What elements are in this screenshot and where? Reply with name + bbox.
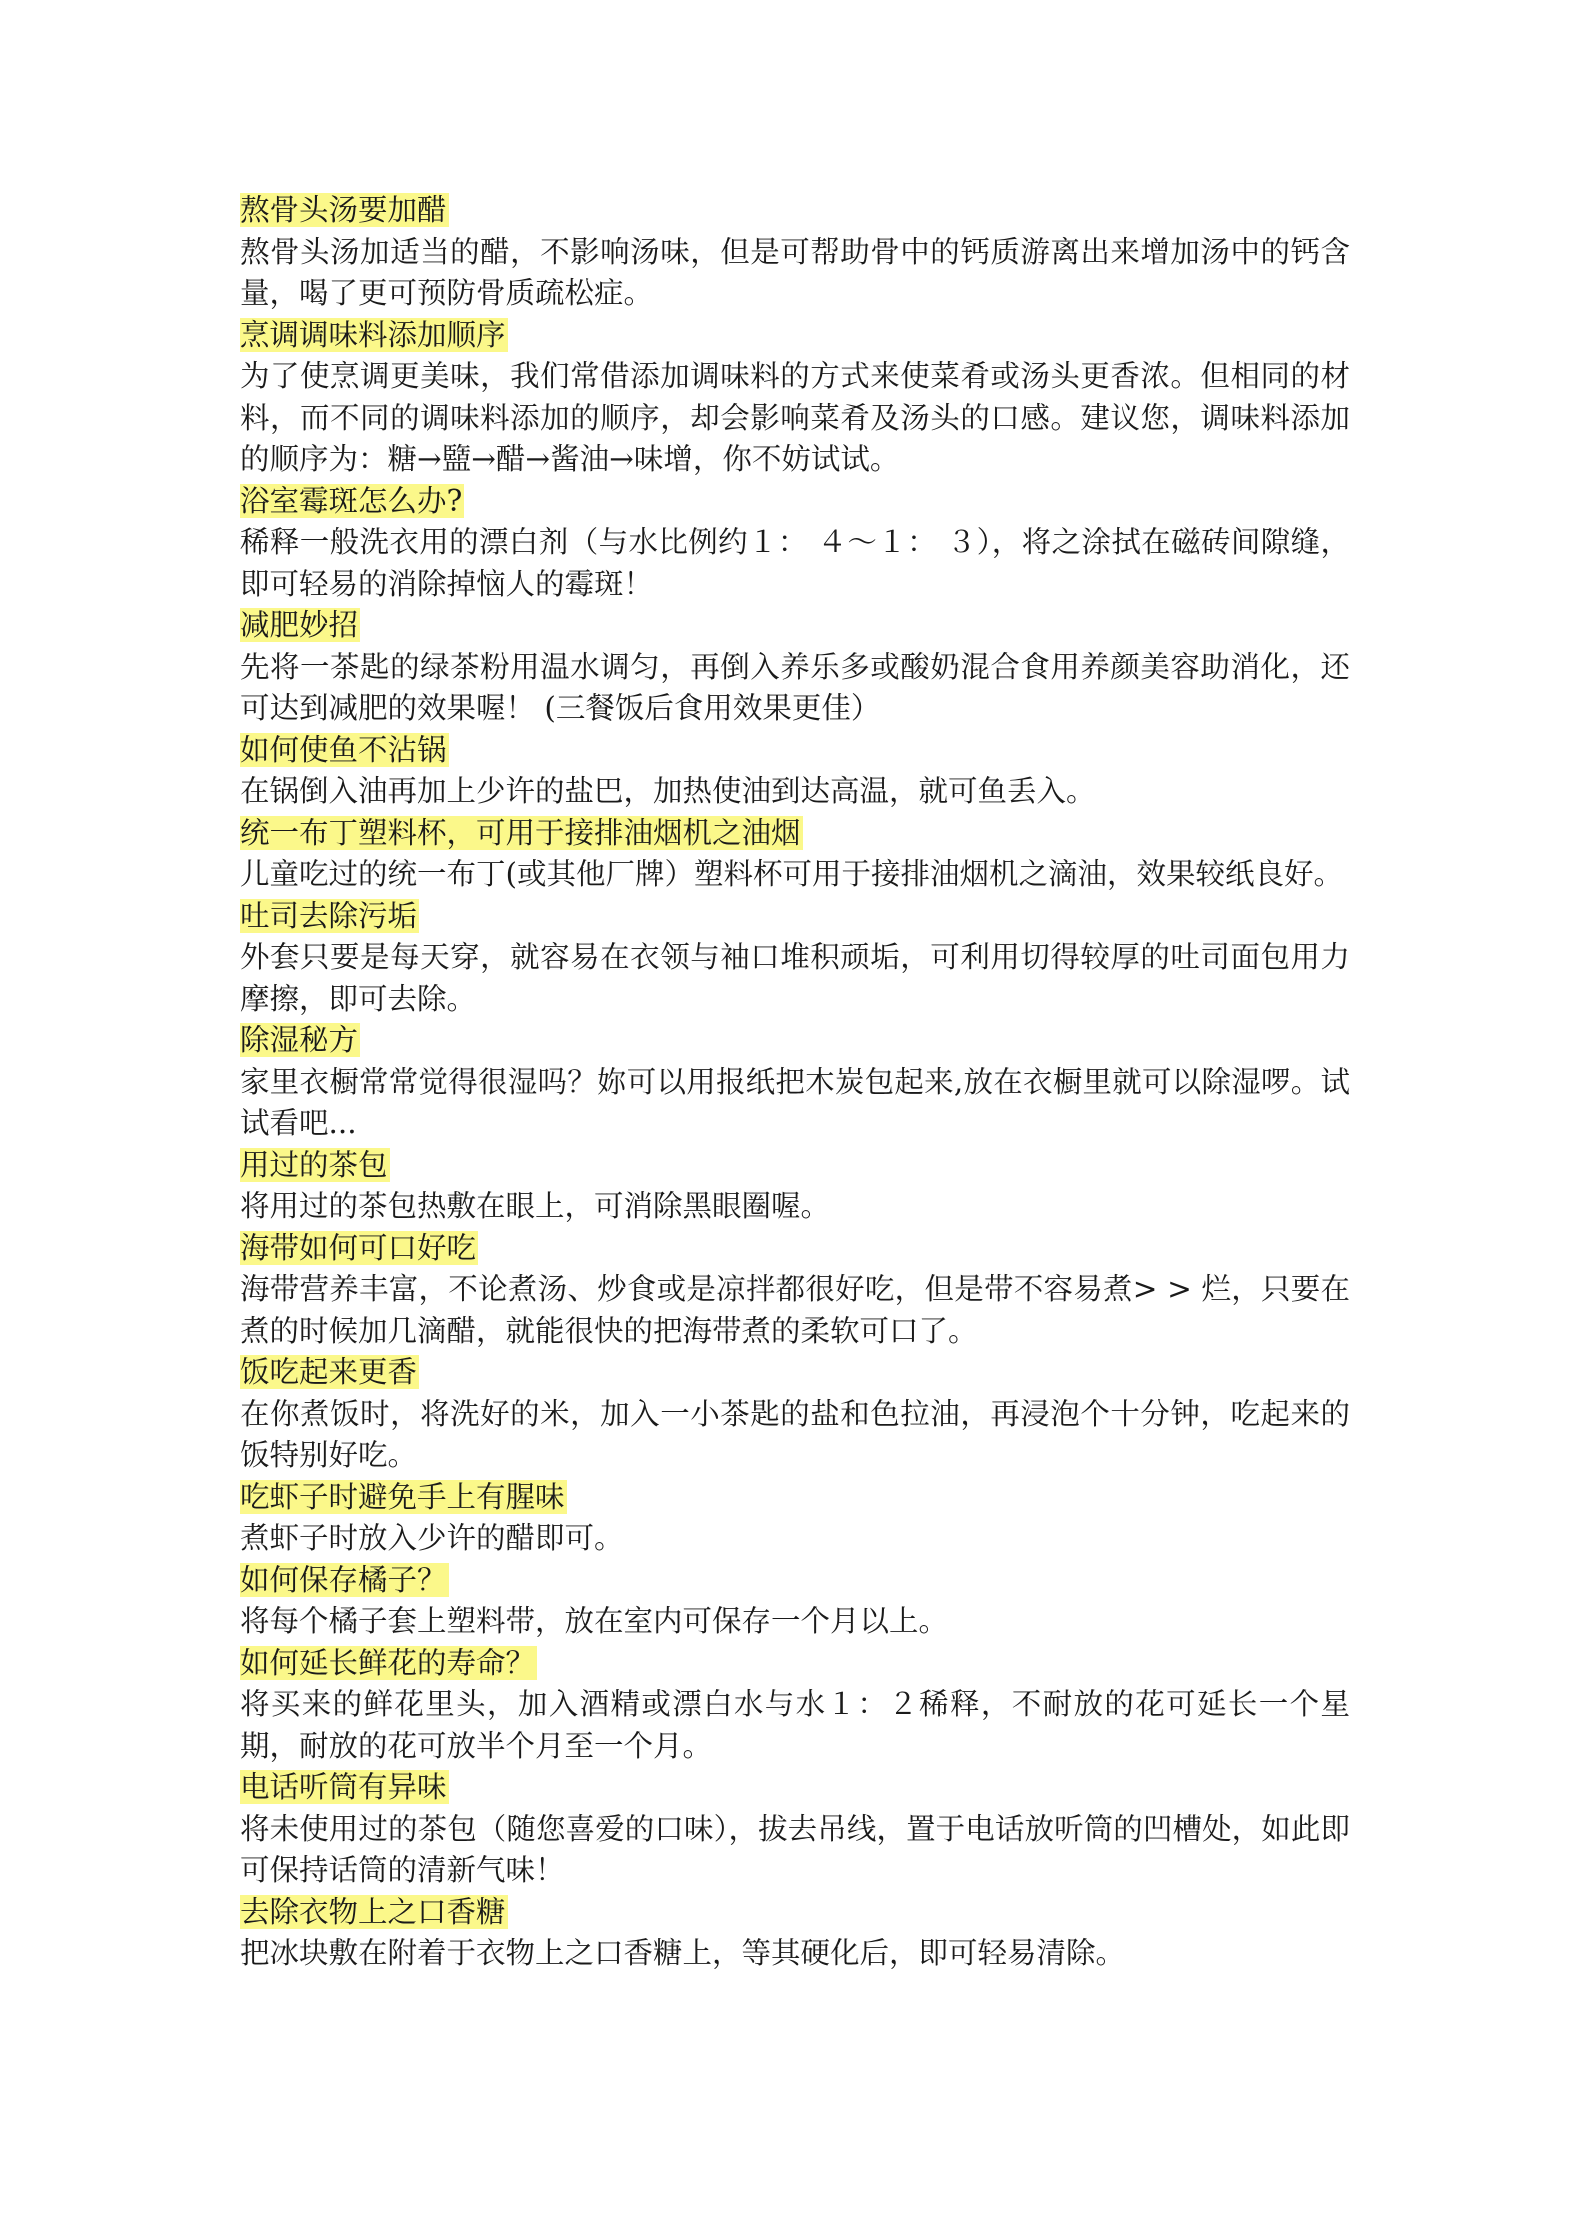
tip-section xyxy=(240,481,1350,606)
tip-body: 外套只要是每天穿，就容易在衣领与袖口堆积顽垢，可利用切得较厚的吐司面包用力摩擦，即可去除。 xyxy=(240,940,1350,1016)
tip-heading-text: 浴室霉斑怎么办? xyxy=(240,483,463,518)
tip-heading xyxy=(240,1892,1350,1934)
tip-heading-text: 如何保存橘子？ xyxy=(240,1562,447,1597)
tip-body: 把冰块敷在附着于衣物上之口香糖上，等其硬化后，即可轻易清除。 xyxy=(240,1936,1126,1970)
tip-section xyxy=(240,896,1350,1021)
tip-body: 先将一茶匙的绿茶粉用温水调匀，再倒入养乐多或酸奶混合食用养颜美容助消化，还可达到减肥的效果喔！ (三餐饭后食用效果更佳） xyxy=(240,649,1350,725)
tip-heading xyxy=(240,896,1350,938)
tip-section xyxy=(240,1643,1350,1768)
tip-heading xyxy=(240,1352,1350,1394)
tip-heading-text: 海带如何可口好吃 xyxy=(240,1230,477,1265)
tip-heading xyxy=(240,1228,1350,1270)
tip-section xyxy=(240,1145,1350,1228)
tip-heading-text: 除湿秘方 xyxy=(240,1023,359,1057)
tip-heading-text: 去除衣物上之口香糖 xyxy=(240,1894,506,1929)
tip-section xyxy=(240,813,1350,896)
tip-body: 将未使用过的茶包（随您喜爱的口味），拔去吊线，置于电话放听筒的凹槽处，如此即可保持话筒的清新气味！ xyxy=(240,1811,1350,1887)
tip-section xyxy=(240,1560,1350,1643)
tip-heading xyxy=(240,1145,1350,1187)
tip-heading xyxy=(240,190,1350,232)
tip-body: 将用过的茶包热敷在眼上，可消除黑眼圈喔。 xyxy=(240,1189,831,1223)
tip-body: 海带营养丰富，不论煮汤、炒食或是凉拌都很好吃，但是带不容易煮> > 烂，只要在煮的时候加几滴醋，就能很快的把海带煮的柔软可口了。 xyxy=(240,1272,1350,1348)
tip-heading-text: 烹调调味料添加顺序 xyxy=(240,317,506,352)
tip-heading xyxy=(240,1767,1350,1809)
tip-section xyxy=(240,1892,1350,1975)
tip-body: 煮虾子时放入少许的醋即可。 xyxy=(240,1521,624,1555)
tip-body: 儿童吃过的统一布丁(或其他厂牌）塑料杯可用于接排油烟机之滴油，效果较纸良好。 xyxy=(240,857,1344,891)
document-page xyxy=(240,190,1350,1975)
tip-body: 在你煮饭时，将洗好的米，加入一小茶匙的盐和色拉油，再浸泡个十分钟，吃起来的饭特别好吃。 xyxy=(240,1396,1350,1472)
tip-heading xyxy=(240,730,1350,772)
tip-heading xyxy=(240,1643,1350,1685)
tip-heading xyxy=(240,481,1350,523)
tip-body: 为了使烹调更美味，我们常借添加调味料的方式来使菜肴或汤头更香浓。但相同的材料，而不同的调味料添加的顺序，却会影响菜肴及汤头的口感。建议您，调味料添加的顺序为：糖→盬→醋→酱油→味增，你不妨试试。 xyxy=(240,359,1350,476)
tip-heading xyxy=(240,315,1350,357)
tip-body: 家里衣橱常常觉得很湿吗？妳可以用报纸把木炭包起来,放在衣橱里就可以除湿啰。试试看吧... xyxy=(240,1064,1350,1140)
tip-heading xyxy=(240,1560,1350,1602)
tip-section xyxy=(240,315,1350,481)
tip-body: 将买来的鲜花里头，加入酒精或漂白水与水１：２稀释，不耐放的花可延长一个星期，耐放的花可放半个月至一个月。 xyxy=(240,1687,1350,1763)
tip-heading xyxy=(240,1477,1350,1519)
tip-heading-text: 统一布丁塑料杯，可用于接排油烟机之油烟 xyxy=(240,815,801,850)
tip-heading-text: 如何延长鲜花的寿命？ xyxy=(240,1645,536,1680)
tip-heading-text: 熬骨头汤要加醋 xyxy=(240,193,447,227)
tip-heading xyxy=(240,813,1350,855)
tip-heading-text: 电话听筒有异味 xyxy=(240,1770,447,1804)
tip-section xyxy=(240,1352,1350,1477)
tip-section xyxy=(240,1020,1350,1145)
tip-section xyxy=(240,1477,1350,1560)
tip-body: 稀释一般洗衣用的漂白剂（与水比例约１： ４～１： ３），将之涂拭在磁砖间隙缝，即可轻易的消除掉恼人的霉斑！ xyxy=(240,525,1350,601)
tip-heading-text: 用过的茶包 xyxy=(240,1147,388,1182)
tip-heading xyxy=(240,1020,1350,1062)
tip-heading-text: 减肥妙招 xyxy=(240,608,359,642)
tip-body: 熬骨头汤加适当的醋，不影响汤味，但是可帮助骨中的钙质游离出来增加汤中的钙含量，喝了更可预防骨质疏松症。 xyxy=(240,234,1350,310)
tip-heading-text: 如何使鱼不沾锅 xyxy=(240,732,447,767)
tip-heading-text: 吐司去除污垢 xyxy=(240,898,418,933)
tip-section xyxy=(240,730,1350,813)
tip-body: 在锅倒入油再加上少许的盐巴，加热使油到达高温，就可鱼丢入。 xyxy=(240,774,1096,808)
tip-section xyxy=(240,1228,1350,1353)
tip-heading-text: 吃虾子时避免手上有腥味 xyxy=(240,1479,565,1514)
tip-heading-text: 饭吃起来更香 xyxy=(240,1355,418,1389)
tip-heading xyxy=(240,605,1350,647)
tip-body: 将每个橘子套上塑料带，放在室内可保存一个月以上。 xyxy=(240,1604,949,1638)
tip-section xyxy=(240,605,1350,730)
tip-section xyxy=(240,1767,1350,1892)
tip-section xyxy=(240,190,1350,315)
